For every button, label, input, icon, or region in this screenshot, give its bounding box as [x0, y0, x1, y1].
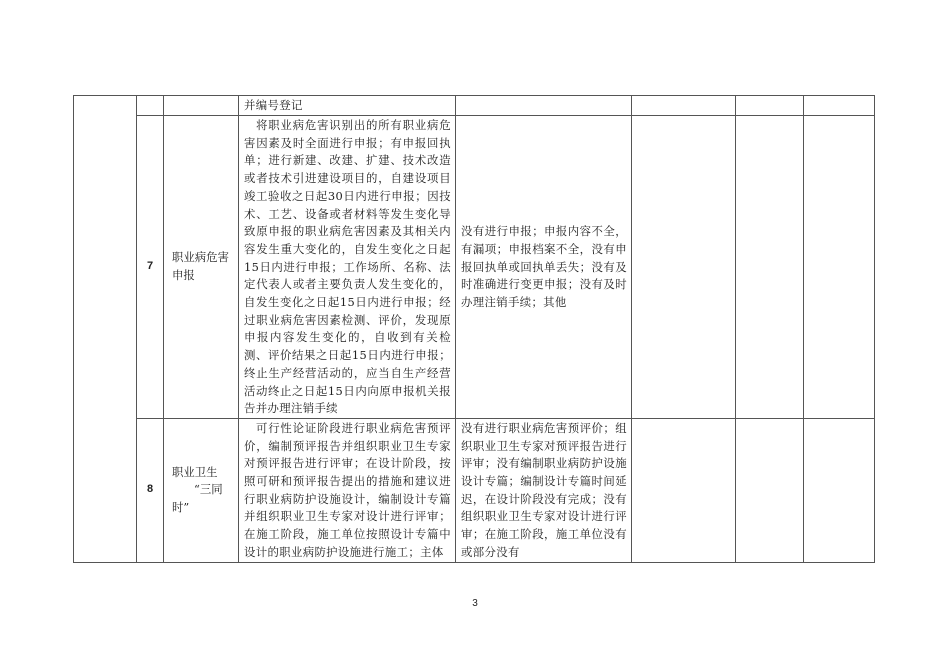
item-name — [164, 418, 239, 562]
item-name: 职业病危害申报 — [164, 116, 239, 419]
page-number: 3 — [472, 598, 478, 609]
table-row-7 — [74, 116, 875, 419]
blank-cell — [736, 96, 804, 116]
table-row-continued — [74, 96, 875, 116]
blank-cell — [632, 96, 736, 116]
row-number: 8 — [137, 418, 164, 562]
category-cell — [74, 96, 137, 563]
item-name-cell — [164, 96, 239, 116]
item-name-line-1: 职业卫生 — [172, 464, 218, 479]
item-name-line-2: “三同 — [194, 482, 223, 497]
requirement-content: 将职业病危害识别出的所有职业病危害因素及时全面进行申报；有申报回执单；进行新建、改建、扩建、技术改造或者技术引进建设项目的，自建设项目竣工验收之日起30日内进行申报；因技术、工艺、设备或者材料等发生变化导致原申报的职业病危害因素及其相关内容发生重大变化的，自发生变化之日起15日内进行申报；工作场所、名称、法定代表人或者主要负责人发生变化的，自发生变化之日起15日内进行申报；经过职业病危害因素检测、评价，发现原申报内容发生变化的，自收到有关检测、评价结果之日起15日内进行申报；终止生产经营活动的，应当自生产经营活动终止之日起15日内向原申报机关报告并办理注销手续 — [239, 116, 456, 419]
blank-cell — [632, 116, 736, 419]
blank-cell — [804, 116, 875, 419]
requirement-content: 可行性论证阶段进行职业病危害预评价，编制预评报告并组织职业卫生专家对预评报告进行评审；在设计阶段，按照可研和预评报告提出的措施和建议进行职业病防护设施设计，编制设计专篇并组织职业卫生专家对设计进行评审；在施工阶段，施工单位按照设计专篇中设计的职业病防护设施进行施工；主体 — [239, 418, 456, 562]
blank-cell — [804, 96, 875, 116]
issue-description: 没有进行职业病危害预评价；组织职业卫生专家对预评报告进行评审；没有编制职业病防护设施设计专篇；编制设计专篇时间延迟，在设计阶段没有完成；没有组织职业卫生专家对设计进行评审；在施工阶段，施工单位没有或部分没有 — [456, 418, 632, 562]
blank-cell — [736, 116, 804, 419]
row-number: 7 — [137, 116, 164, 419]
inspection-table — [73, 95, 875, 563]
issue-description: 没有进行申报；申报内容不全，有漏项；申报档案不全，没有申报回执单或回执单丢失；没有及时准确进行变更申报；没有及时办理注销手续；其他 — [456, 116, 632, 419]
issues-cell — [456, 96, 632, 116]
blank-cell — [736, 418, 804, 562]
row-number-cell — [137, 96, 164, 116]
blank-cell — [804, 418, 875, 562]
item-name-line-3: 时” — [172, 500, 190, 515]
blank-cell — [632, 418, 736, 562]
table-row-8 — [74, 418, 875, 562]
content-cell: 并编号登记 — [239, 96, 456, 116]
